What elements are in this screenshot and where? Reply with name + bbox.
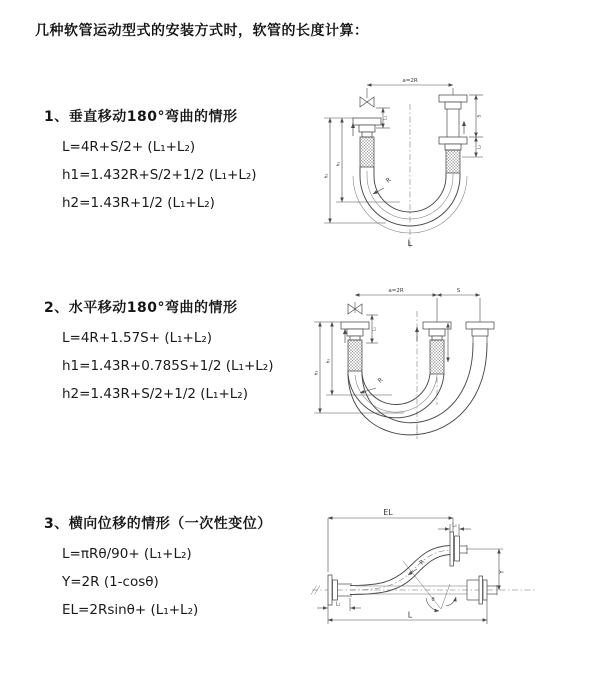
formula-line: Y=2R (1-cosθ) (62, 574, 159, 590)
dim-label-l2: L₂ (452, 523, 457, 529)
formula-line: h2=1.43R+S/2+1/2 (L₁+L₂) (62, 386, 248, 402)
braided-hose-section (446, 150, 460, 173)
radius-label: R (376, 376, 385, 385)
formula-line: L=4R+1.57S+ (L₁+L₂) (62, 330, 213, 346)
dim-label-h2: h₂ (314, 370, 320, 376)
section-3 (44, 513, 272, 624)
dim-label-a2r: a=2R (402, 78, 418, 84)
braided-hose-section (430, 340, 444, 374)
formula-line: h1=1.432R+S/2+1/2 (L₁+L₂) (62, 167, 257, 183)
radius-label: R (418, 558, 427, 567)
section-2 (44, 297, 273, 408)
dimension-l1 (317, 598, 361, 611)
diagram-3-drawing (300, 502, 562, 662)
section-1 (44, 106, 257, 217)
dim-label-h2: h₂ (324, 173, 330, 179)
dim-label-a2r: a=2R (388, 288, 404, 294)
dimension-l2 (438, 523, 471, 536)
radius-label: R (384, 176, 393, 185)
radius-callout (373, 176, 392, 194)
section-2-heading: 2、水平移动180°弯曲的情形 (44, 300, 238, 316)
formula-line: EL=2Rsinθ+ (L₁+L₂) (62, 602, 199, 618)
diagram-horizontal-180-bend (306, 281, 540, 466)
diagram-1-drawing (312, 66, 540, 258)
dim-label-l2: L₂ (477, 144, 483, 150)
formula-line: h1=1.43R+0.785S+1/2 (L₁+L₂) (62, 358, 274, 374)
diagram-2-drawing (306, 281, 540, 466)
section-3-heading: 3、横向位移的情形（一次性变位） (44, 516, 272, 532)
dim-label-l1: L₁ (335, 602, 341, 608)
hose-s-curve (350, 546, 450, 595)
dim-label-l: L (407, 610, 413, 620)
diagram-vertical-180-bend (312, 66, 540, 258)
formula-line: L=πRθ/90+ (L₁+L₂) (62, 546, 192, 562)
angle-label: θ (431, 597, 435, 603)
dimension-s (462, 95, 483, 157)
pipe-assembly-right (439, 95, 467, 173)
flange-upper (450, 532, 467, 566)
hose-u-bend-shifted (348, 343, 487, 435)
dim-label-s: S (456, 288, 461, 294)
pipe-assembly-left (353, 118, 381, 167)
dimension-a2r (355, 288, 480, 322)
page-title: 几种软管运动型式的安装方式时，软管的长度计算： (35, 23, 369, 39)
dim-label-y: Y (497, 570, 506, 574)
pipe-assembly-middle (423, 322, 451, 374)
dimension-l (328, 600, 487, 624)
pipe-assembly-shifted (466, 322, 494, 343)
formula-line: L=4R+S/2+ (L₁+L₂) (62, 139, 196, 155)
dim-label-l1: L₁ (371, 327, 377, 331)
valve-icon (360, 97, 374, 107)
dim-label-s: S (477, 114, 483, 118)
section-1-heading: 1、垂直移动180°弯曲的情形 (44, 109, 238, 125)
braided-hose-section (348, 340, 362, 371)
dim-label-el: EL (383, 508, 393, 517)
braided-hose-section (360, 137, 374, 167)
dim-label-l1: L₁ (383, 115, 389, 121)
dim-label-h1: h₁ (326, 358, 332, 364)
formula-line: h2=1.43R+1/2 (L₁+L₂) (62, 195, 215, 211)
diagram-lateral-displacement (300, 502, 562, 662)
dimension-el (328, 508, 453, 572)
length-label: L (407, 239, 413, 249)
dim-label-h1: h₁ (336, 161, 342, 167)
